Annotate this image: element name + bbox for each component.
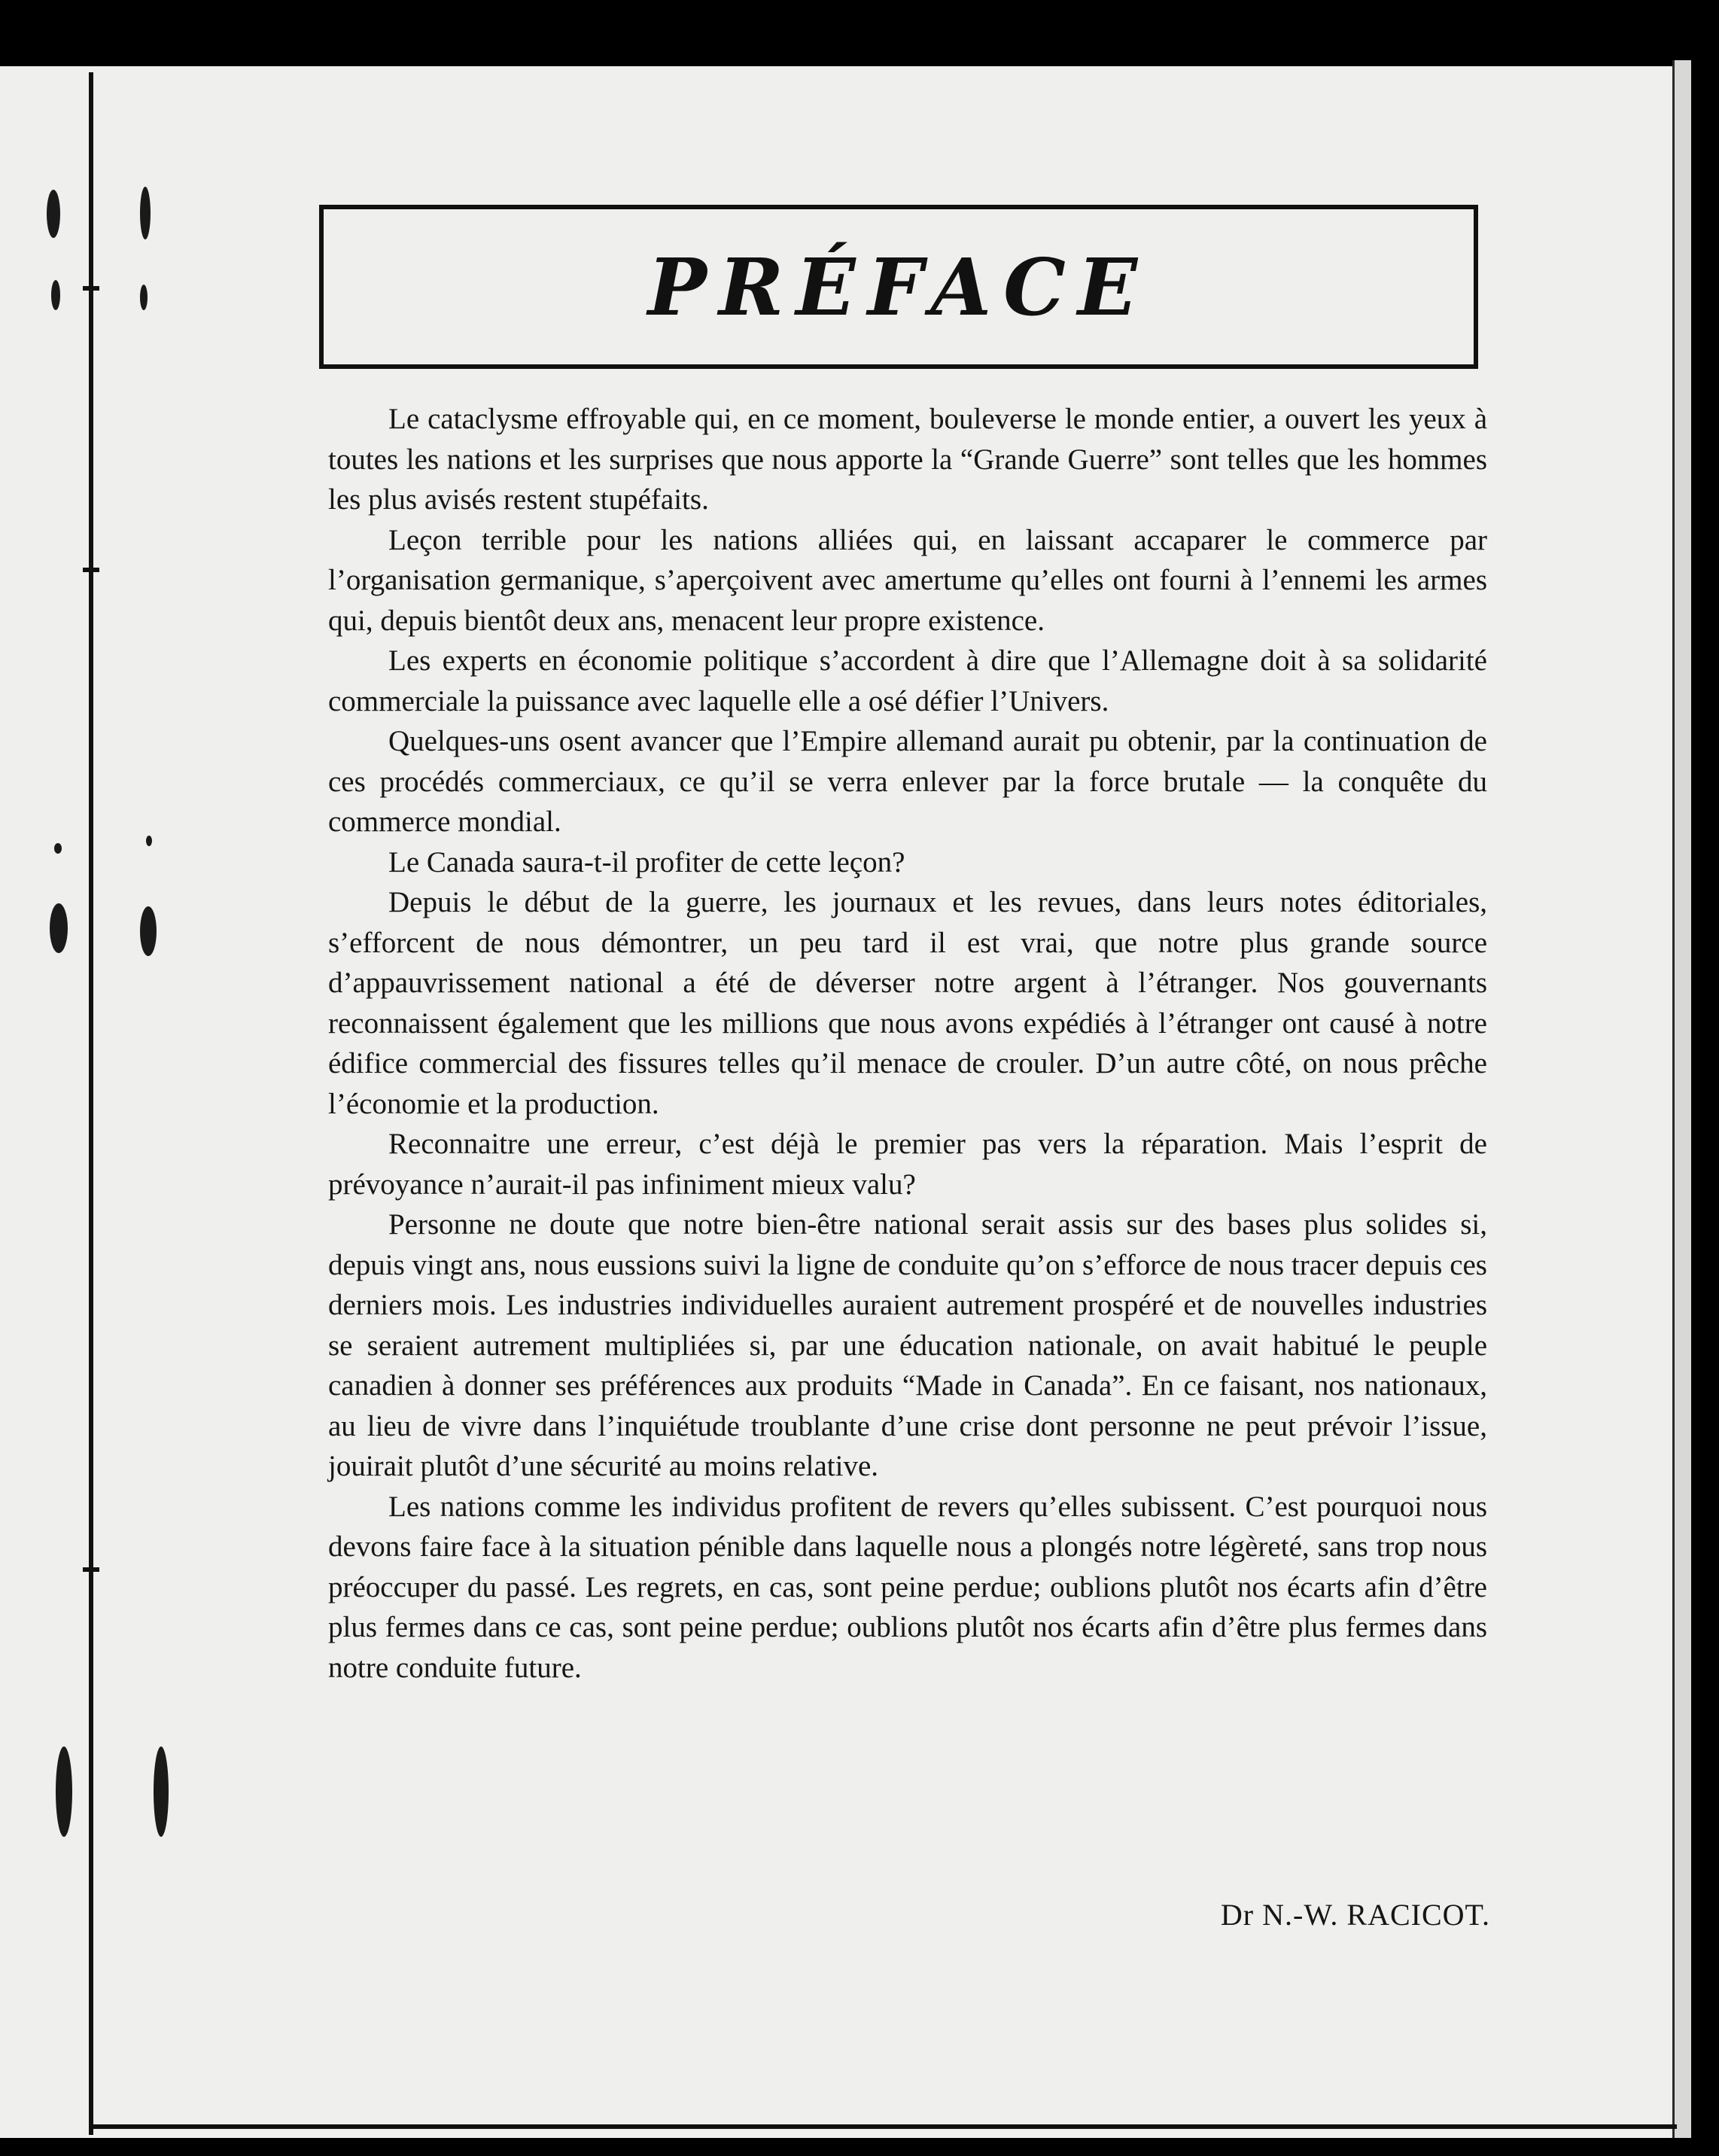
author-signature: Dr N.-W. RACICOT. [1220, 1898, 1490, 1932]
title-frame [319, 205, 1478, 369]
binding-tick [83, 568, 99, 572]
binding-hole-mark [140, 906, 157, 956]
paragraph: Le cataclysme effroyable qui, en ce moment, bouleverse le monde entier, a ouvert les yeux à toutes les nations et les surprises que nous apporte la “Grande Guerre” sont telles que les hommes les plus avisés restent stupéfaits. [328, 403, 1487, 516]
paragraph: Quelques-uns osent avancer que l’Empire allemand aurait pu obtenir, par la continuation de ces procédés commerciaux, ce qu’il se verra enlever par la force brutale — la conquête du commerce mondial. [328, 725, 1487, 838]
paragraph: Reconnaitre une erreur, c’est déjà le premier pas vers la réparation. Mais l’esprit de prévoyance n’aurait-il pas infiniment mieux valu? [328, 1128, 1487, 1201]
binding-tick [83, 1567, 99, 1572]
paragraph: Les experts en économie politique s’accordent à dire que l’Allemagne doit à sa solidarité commerciale la puissance avec laquelle elle a osé défier l’Univers. [328, 644, 1487, 717]
paragraph: Les nations comme les individus profitent de revers qu’elles subissent. C’est pourquoi nous devons faire face à la situation pénible dans laquelle nous a plongés notre légèreté, sans trop nous préoccuper du passé. Les regrets, en cas, sont peine perdue; oublions plutôt nos écarts afin d’être plus fermes dans ce cas, sont peine perdue; oublions plutôt nos écarts afin d’être plus fermes dans notre conduite future. [328, 1490, 1487, 1684]
binding-hole-mark [54, 843, 62, 854]
binding-hole-mark [51, 280, 60, 310]
binding-hole-mark [140, 187, 151, 239]
binding-line [89, 72, 93, 2135]
paragraph: Depuis le début de la guerre, les journaux et les revues, dans leurs notes éditoriales, s’efforcent de nous démontrer, un peu tard il est vrai, que notre plus grande source d’appauvrissement national a été de déverser notre argent à l’étranger. Nos gouvernants reconnaissent également que les millions que nous avons expédiés à l’étranger ont causé à notre édifice commercial des fissures telles qu’il menace de crouler. D’un autre côté, on nous prêche l’économie et la production. [328, 886, 1487, 1120]
page-title: PRÉFACE [647, 240, 1150, 333]
binding-hole-mark [56, 1746, 72, 1837]
binding-tick [83, 286, 99, 291]
binding-hole-mark [47, 190, 60, 238]
binding-hole-mark [154, 1746, 169, 1837]
binding-hole-mark [146, 836, 152, 846]
preface-body [328, 399, 1487, 1688]
paragraph: Personne ne doute que notre bien-être national serait assis sur des bases plus solides si, depuis vingt ans, nous eussions suivi la ligne de conduite qu’on s’efforce de nous tracer depuis ces derniers mois. Les industries individuelles auraient autrement prospéré et de nouvelles industries se seraient autrement multipliées si, par une éducation nationale, on avait habitué le peuple canadien à donner ses préférences aux produits “Made in Canada”. En ce faisant, nos nationaux, au lieu de vivre dans l’inquiétude troublante d’une crise dont personne ne peut prévoir l’issue, jouirait plutôt d’une sécurité au moins relative. [328, 1208, 1487, 1482]
paragraph: Leçon terrible pour les nations alliées qui, en laissant accaparer le commerce par l’organisation germanique, s’aperçoivent avec amertume qu’elles ont fourni à l’ennemi les armes qui, depuis bientôt deux ans, menacent leur propre existence. [328, 523, 1487, 637]
binding-hole-mark [140, 285, 148, 310]
binding-hole-mark [50, 903, 68, 953]
page-edge [1672, 60, 1691, 2138]
paragraph: Le Canada saura-t-il profiter de cette leçon? [388, 845, 905, 879]
page-bottom-edge [89, 2124, 1677, 2129]
